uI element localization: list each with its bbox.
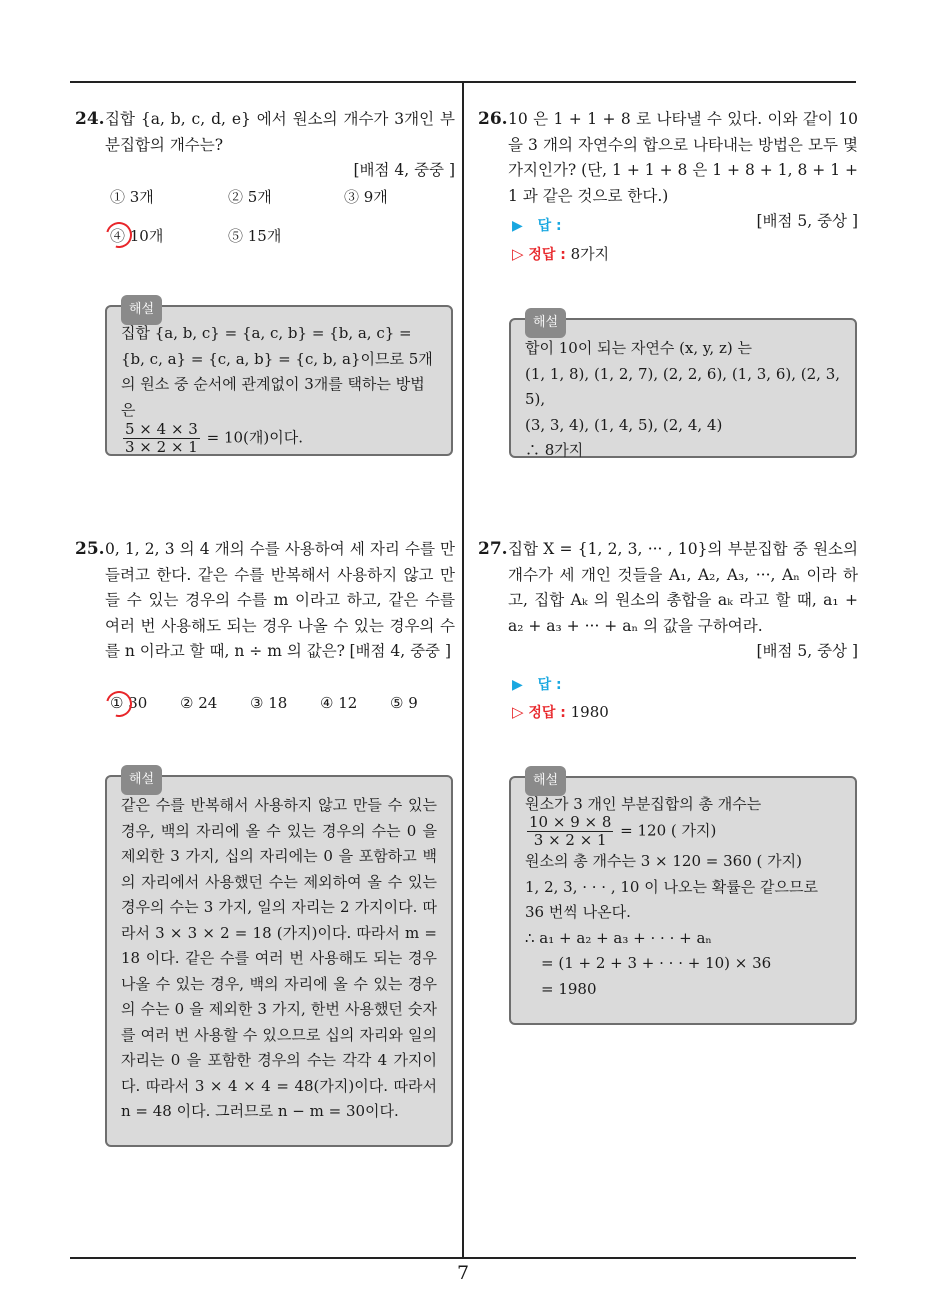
choice-5[interactable]: ⑤ 9 [390,694,418,712]
explanation-result: = 120 ( 가지) [620,821,717,840]
explanation-label: 해설 [121,765,162,795]
correct-answer: 1980 [570,703,609,721]
play-icon: ▶ [512,677,523,693]
explanation-26 [509,315,857,459]
question-meta: [배점 4, 중중 ] [353,161,455,179]
choice-1[interactable]: ① 3개 [110,188,154,206]
question-number: 24. [75,109,105,129]
play-outline-icon: ▷ [512,245,524,263]
choice-3[interactable]: ③ 18 [250,694,288,712]
play-icon: ▶ [512,218,523,234]
explanation-line: ∴ a₁ + a₂ + a₃ + · · · + aₙ [525,928,712,947]
explanation-line: = (1 + 2 + 3 + · · · + 10) × 36 [541,954,772,972]
explanation-27 [509,773,857,1025]
explanation-line: (1, 1, 8), (1, 2, 7), (2, 2, 6), (1, 3, 6), (2, 3, 5), [525,364,841,408]
explanation-label: 해설 [525,766,566,796]
explanation-label: 해설 [525,308,566,338]
question-24 [75,107,455,184]
choice-3[interactable]: ③ 9개 [344,188,388,206]
question-meta: [배점 5, 중상 ] [756,642,858,660]
explanation-text: 같은 수를 반복해서 사용하지 않고 만들 수 있는 경우, 백의 자리에 올 수 있는 경우의 수는 0 을 제외한 3 가지, 십의 자리에는 0 을 포함하고 백의 자리에서 사용했던 수는 제외하여 올 수 있는 경우의 수는 3 가지, 일의 자리는 2 가지이다. 따라서 3 × 3 × 2 = 18 (가지)이다. 따라서 m = 18 이다. 같은 수를 여러 번 사용해도 되는 경우 나올 수 있는 경우, 백의 자리에 올 수 있는 경우의 수는 0 을 제외한 3 가지, 한번 사용했던 숫자를 여러 번 사용할 수 있으므로 십의 자리와 일의 자리는 0 을 포함한 경우의 수는 각각 4 가지이다. 따라서 3 × 4 × 4 = 48(가지)이다. 따라서 n = 48 이다. 그러므로 n − m = 30이다. [121,796,437,1120]
choice-2[interactable]: ② 5개 [228,188,272,206]
question-27 [478,537,858,665]
question-text: 10 은 1 + 1 + 8 로 나타낼 수 있다. 이와 같이 10 을 3 개의 자연수의 합으로 나타내는 방법은 모두 몇 가지인가? (단, 1 + 1 + 8 은 1 + 8 + 1, 8 + 1 + 1 과 같은 것으로 한다.) [508,110,858,205]
play-outline-icon: ▷ [512,703,524,721]
explanation-24 [105,302,453,456]
answer-label: 답 : [537,218,562,234]
question-text: 집합 X = {1, 2, 3, ··· , 10}의 부분집합 중 원소의 개수가 세 개인 것들을 A₁, A₂, A₃, ···, Aₙ 이라 하고, 집합 Aₖ 의 원소의 총합을 aₖ 라고 할 때, a₁ + a₂ + a₃ + ··· + aₙ 의 값을 구하여라. [508,540,858,635]
explanation-text: 집합 {a, b, c} = {a, c, b} = {b, a, c} = {b, c, a} = {c, a, b} = {c, b, a}이므로 5개의 원소 중 순서에 관계없이 3개를 택하는 방법은 [121,324,433,419]
choice-2[interactable]: ② 24 [180,694,218,712]
explanation-line: (3, 3, 4), (1, 4, 5), (2, 4, 4) [525,415,723,434]
choice-5[interactable]: ⑤ 15개 [228,227,282,245]
answer-row-27 [512,674,562,694]
explanation-line: = 1980 [541,979,597,998]
question-text: 집합 {a, b, c, d, e} 에서 원소의 개수가 3개인 부분집합의 개수는? [105,110,455,154]
choice-4[interactable]: ④ 12 [320,694,358,712]
question-meta: [배점 4, 중중 ] [349,642,451,660]
correct-row-26 [512,243,609,264]
explanation-result: = 10(개)이다. [206,428,303,447]
correct-label: 정답 : [528,247,566,263]
explanation-line: 원소의 총 개수는 3 × 120 = 360 ( 가지) [525,852,802,870]
explanation-line: 원소가 3 개인 부분집합의 총 개수는 [525,795,762,813]
explanation-line: ∴ 8가지 [525,441,584,459]
page-number: 7 [456,1262,470,1284]
question-number: 27. [478,539,508,559]
explanation-25 [105,772,453,1147]
bottom-rule [70,1257,856,1259]
explanation-line: 합이 10이 되는 자연수 (x, y, z) 는 [525,339,752,357]
answer-label: 답 : [537,677,562,693]
fraction: $\frac{5 \times 4 \times 3}{3 \times 2 \times 1}$ [125,420,198,456]
question-25 [75,537,455,665]
choice-1[interactable]: ① 30 [110,694,147,712]
explanation-label: 해설 [121,295,162,325]
selected-mark [101,686,137,722]
correct-answer: 8가지 [570,245,610,263]
correct-row-27 [512,702,609,722]
question-number: 26. [478,109,508,129]
choice-4[interactable]: ④ 10개 [110,225,163,246]
question-meta: [배점 5, 중상 ] [756,212,858,230]
correct-label: 정답 : [528,705,566,721]
column-divider [462,83,464,1258]
question-text: 0, 1, 2, 3 의 4 개의 수를 사용하여 세 자리 수를 만들려고 한다. 같은 수를 반복해서 사용하지 않고 만들 수 있는 경우의 수를 m 이라고 하고, 같은 수를 여러 번 사용해도 되는 경우 나올 수 있는 경우의 수를 n 이라고 할 때, n ÷ m 의 값은? [105,540,455,660]
fraction: $\frac{10 \times 9 \times 8}{3 \times 2 \times 1}$ [529,813,612,849]
question-number: 25. [75,539,105,559]
answer-row-26 [512,215,562,235]
explanation-line: 1, 2, 3, · · · , 10 이 나오는 확률은 같으므로 36 번씩 나온다. [525,877,818,921]
selected-mark [101,217,137,253]
